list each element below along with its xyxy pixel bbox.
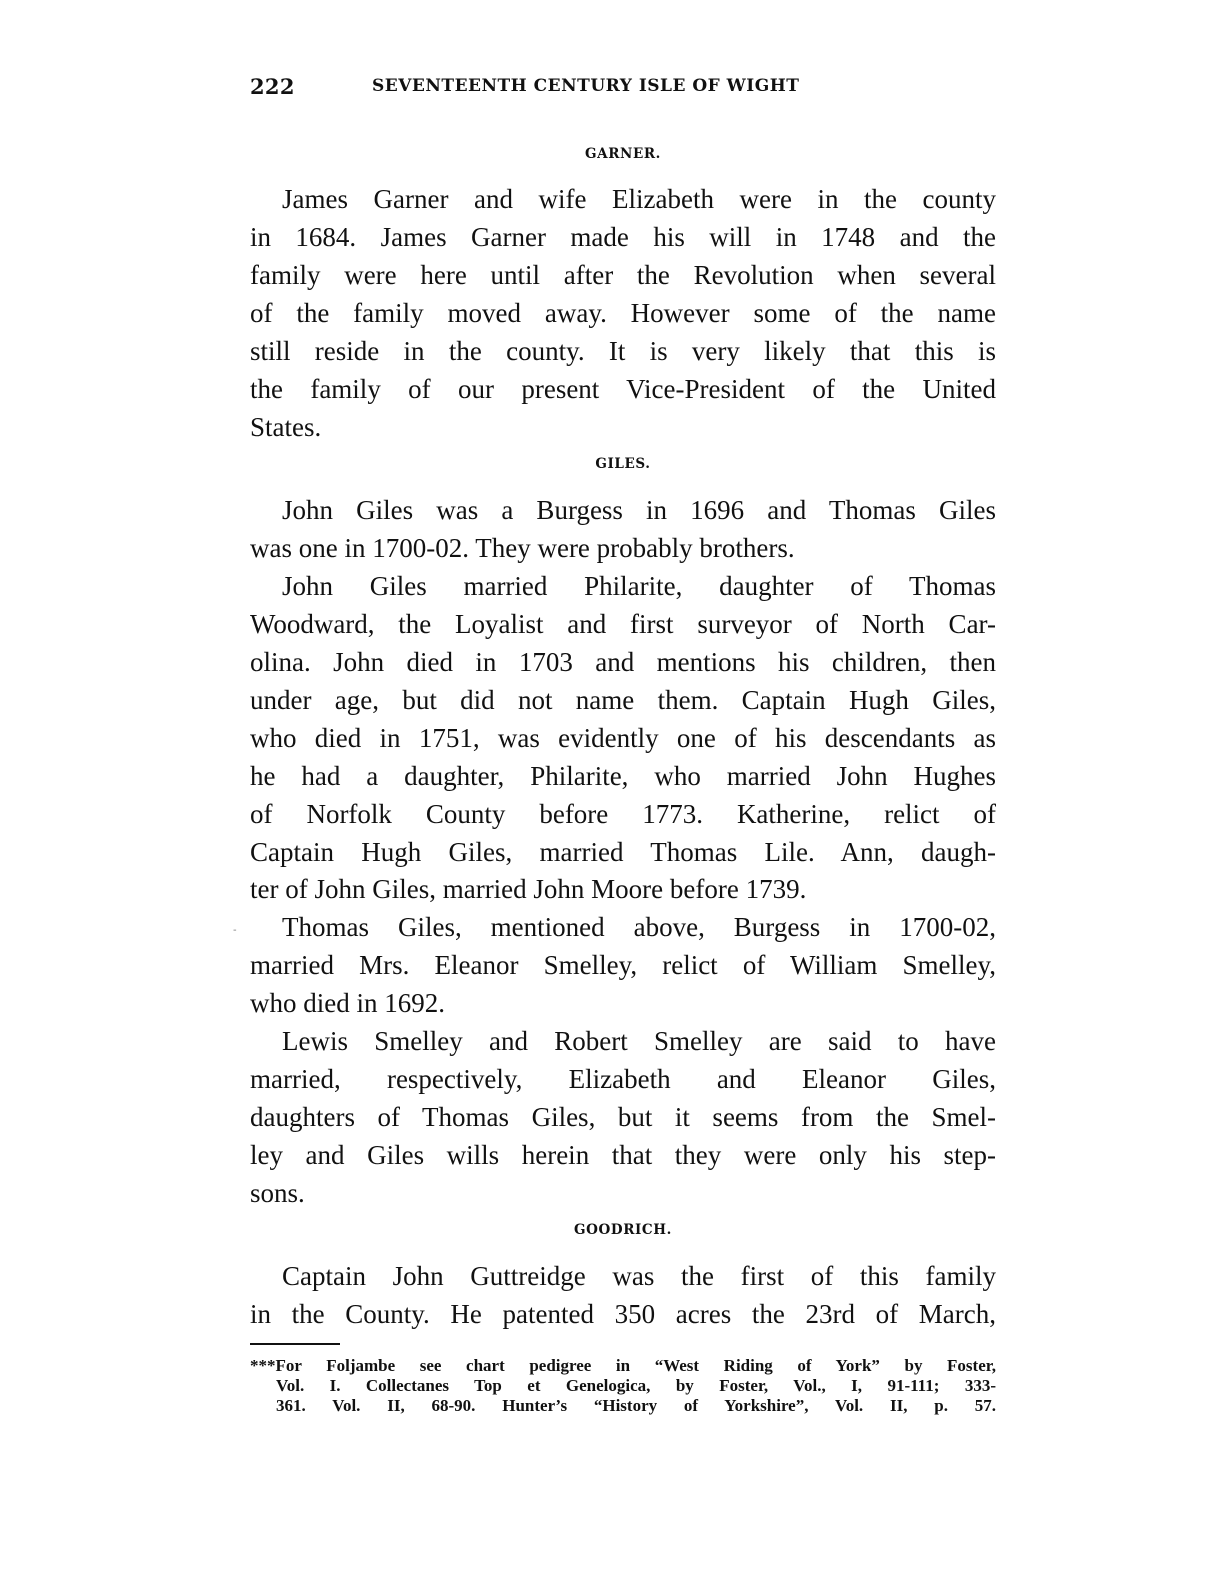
- text-line: Woodward, the Loyalist and first surveyor of North Car-: [250, 609, 996, 639]
- text-line: olina. John died in 1703 and mentions his children, then: [250, 647, 996, 677]
- footnote-line: Vol. I. Collectanes Top et Genelogica, by Foster, Vol., I, 91-111; 333-: [276, 1376, 996, 1395]
- text-line: ter of John Giles, married John Moore before 1739.: [250, 874, 807, 904]
- text-line: of the family moved away. However some of the name: [250, 298, 996, 328]
- text-line: under age, but did not name them. Captain Hugh Giles,: [250, 685, 996, 715]
- text-line: family were here until after the Revolution when several: [250, 260, 996, 290]
- text-line: Captain John Guttreidge was the first of this family: [282, 1261, 996, 1291]
- text-line: James Garner and wife Elizabeth were in the county: [282, 184, 996, 214]
- text-line: Lewis Smelley and Robert Smelley are said to have: [282, 1026, 996, 1056]
- text-line: who died in 1751, was evidently one of his descendants as: [250, 723, 996, 753]
- text-line: of Norfolk County before 1773. Katherine, relict of: [250, 799, 996, 829]
- footnote-rule: [250, 1343, 340, 1345]
- text-line: who died in 1692.: [250, 988, 445, 1018]
- section-heading-garner: GARNER.: [585, 146, 661, 162]
- text-line: John Giles married Philarite, daughter of Thomas: [282, 571, 996, 601]
- footnote-line: 361. Vol. II, 68-90. Hunter’s “History of Yorkshire”, Vol. II, p. 57.: [276, 1396, 996, 1415]
- section-heading-giles: GILES.: [595, 456, 651, 472]
- text-line: was one in 1700-02. They were probably brothers.: [250, 533, 795, 563]
- text-line: ley and Giles wills herein that they were only his step-: [250, 1140, 996, 1170]
- text-line: John Giles was a Burgess in 1696 and Thomas Giles: [282, 495, 996, 525]
- text-line: married, respectively, Elizabeth and Eleanor Giles,: [250, 1064, 996, 1094]
- text-line: he had a daughter, Philarite, who married John Hughes: [250, 761, 996, 791]
- text-line: Thomas Giles, mentioned above, Burgess in 1700-02,: [282, 912, 996, 942]
- page-number: 222: [250, 74, 295, 99]
- section-heading-goodrich: GOODRICH.: [574, 1222, 672, 1238]
- text-line: daughters of Thomas Giles, but it seems from the Smel-: [250, 1102, 996, 1132]
- margin-mark: -: [233, 925, 237, 936]
- text-line: still reside in the county. It is very likely that this is: [250, 336, 996, 366]
- text-line: States.: [250, 412, 322, 442]
- text-line: the family of our present Vice-President of the United: [250, 374, 996, 404]
- text-line: in the County. He patented 350 acres the 23rd of March,: [250, 1299, 996, 1329]
- text-line: sons.: [250, 1178, 305, 1208]
- text-line: in 1684. James Garner made his will in 1748 and the: [250, 222, 996, 252]
- text-line: married Mrs. Eleanor Smelley, relict of William Smelley,: [250, 950, 996, 980]
- text-line: Captain Hugh Giles, married Thomas Lile. Ann, daugh-: [250, 837, 996, 867]
- running-title: SEVENTEENTH CENTURY ISLE OF WIGHT: [372, 76, 800, 96]
- footnote-line: ***For Foljambe see chart pedigree in “West Riding of York” by Foster,: [250, 1356, 996, 1375]
